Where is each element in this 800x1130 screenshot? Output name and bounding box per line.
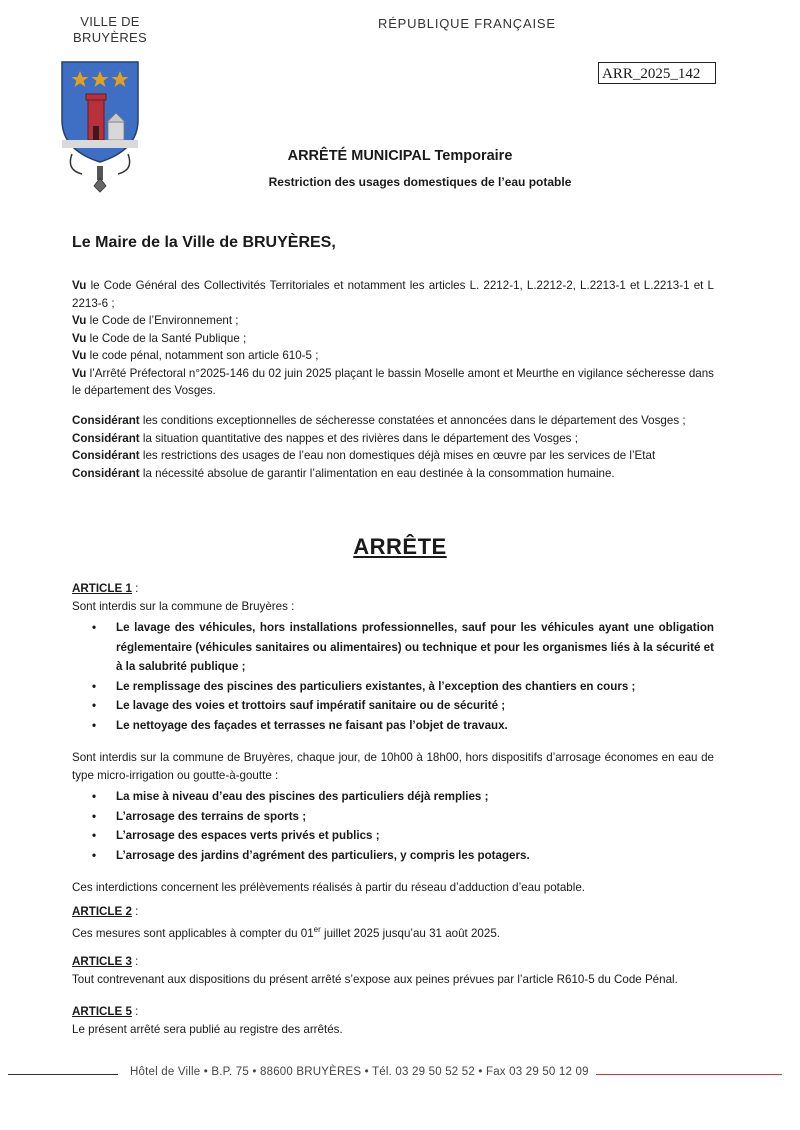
list-item: • Le remplissage des piscines des particuliers existantes, à l’exception des chantiers en cours ; [116,677,714,697]
article-3-suffix: : [131,955,139,968]
article-3-text: Tout contrevenant aux dispositions du présent arrêté s’expose aux peines prévues par l’article R610-5 du Code Pénal. [72,972,678,986]
considerant-lead: Considérant [72,431,140,445]
vu-lead: Vu [72,279,87,292]
vu-text: le Code de l’Environnement ; [89,314,239,327]
footer-rule-right [596,1074,782,1075]
article-1-list-a [72,618,714,735]
article-1-list-b [72,787,714,865]
considerant-text: la nécessité absolue de garantir l’alimentation en eau destinée à la consommation humaine. [142,466,615,480]
vu-line [72,277,714,312]
reference-number: ARR_2025_142 [598,62,716,84]
considerant-lead: Considérant [72,466,140,480]
republic-header: RÉPUBLIQUE FRANÇAISE [378,16,556,31]
document-subtitle: Restriction des usages domestiques de l’eau potable [268,175,572,189]
vu-line [72,330,714,348]
article-1-intro: Sont interdis sur la commune de Bruyères : [72,599,295,613]
article-2-suffix: : [131,905,139,918]
article-3-heading: ARTICLE 3 [72,955,132,968]
vu-lead: Vu [72,314,87,327]
list-item: • L’arrosage des espaces verts privés et publics ; [116,826,714,846]
article-1 [72,580,714,897]
article-5-suffix: : [131,1005,139,1018]
vu-line [72,312,714,330]
coat-of-arms-icon [60,58,140,194]
article-2 [72,903,714,942]
vu-lead: Vu [72,366,87,380]
article-2-text-b: juillet 2025 jusqu’au 31 août 2025. [320,926,500,940]
mayor-heading: Le Maire de la Ville de BRUYÈRES, [72,234,336,251]
town-line-1: VILLE DE [80,14,140,29]
vu-text: le Code Général des Collectivités Territoriales et notamment les articles L. 2212-1, L.2212-2, L.2213-1 et L.2213-1 et L 2213-6 ; [72,279,714,310]
considerant-lead: Considérant [72,414,140,427]
footer-rule-left [8,1074,118,1075]
considerant-line [72,430,714,448]
article-2-heading: ARTICLE 2 [72,905,132,918]
list-item: • L’arrosage des terrains de sports ; [116,807,714,827]
considerant-line [72,412,714,430]
article-5-text: Le présent arrêté sera publié au registre des arrêtés. [72,1022,343,1036]
list-item: • Le nettoyage des façades et terrasses ne faisant pas l’objet de travaux. [116,716,714,736]
document-title: ARRÊTÉ MUNICIPAL Temporaire [287,148,513,164]
considerant-text: les restrictions des usages de l’eau non domestiques déjà mises en œuvre par les services de l’Etat [142,449,656,462]
vu-text: l’Arrêté Préfectoral n°2025-146 du 02 juin 2025 plaçant le bassin Moselle amont et Meurthe en vigilance sécheresse dans le département des Vosges. [72,366,714,397]
article-5-heading: ARTICLE 5 [72,1005,132,1018]
vu-section [72,277,714,400]
vu-lead: Vu [72,331,87,345]
list-item: • La mise à niveau d’eau des piscines des particuliers déjà remplies ; [116,787,714,807]
article-1-heading: ARTICLE 1 [72,582,132,595]
footer-address: Hôtel de Ville • B.P. 75 • 88600 BRUYÈRES • Tél. 03 29 50 52 52 • Fax 03 29 50 12 09 [130,1066,589,1078]
article-1-suffix: : [131,582,139,595]
list-item: • L’arrosage des jardins d’agrément des particuliers, y compris les potagers. [116,846,714,866]
town-line-2: BRUYÈRES [73,30,147,45]
considerant-section [72,412,714,482]
article-5 [72,1003,714,1038]
considerant-line [72,447,714,465]
considerant-text: les conditions exceptionnelles de sécheresse constatées et annoncées dans le département des Vosges ; [142,414,686,427]
considerant-line [72,465,714,483]
article-2-text-sup: er [313,924,321,934]
vu-lead: Vu [72,349,87,362]
considerant-text: la situation quantitative des nappes et des rivières dans le département des Vosges ; [142,431,578,445]
list-item: • Le lavage des véhicules, hors installations professionnelles, sauf pour les véhicules ayant une obligation réglementaire (véhicules sanitaires ou alimentaires) ou technique et pour les organismes liés à la sécurité et à la salubrité publique ; [116,618,714,677]
article-1-closing: Ces interdictions concernent les prélèvements réalisés à partir du réseau d’adduction d’eau potable. [72,881,586,894]
vu-text: le Code de la Santé Publique ; [89,331,247,345]
vu-text: le code pénal, notamment son article 610-5 ; [89,349,319,362]
considerant-lead: Considérant [72,449,140,462]
arrete-heading: ARRÊTE [353,534,447,559]
list-item: • Le lavage des voies et trottoirs sauf impératif sanitaire ou de sécurité ; [116,696,714,716]
article-1-intro-2: Sont interdis sur la commune de Bruyères, chaque jour, de 10h00 à 18h00, hors dispositifs d’arrosage économes en eau de type micro-irrigation ou goutte-à-goutte : [72,751,714,782]
article-3 [72,953,714,988]
article-2-text-a: Ces mesures sont applicables à compter du 01 [72,926,314,940]
vu-line [72,365,714,400]
vu-line [72,347,714,365]
article-2-text [72,921,714,942]
town-name [62,14,158,46]
